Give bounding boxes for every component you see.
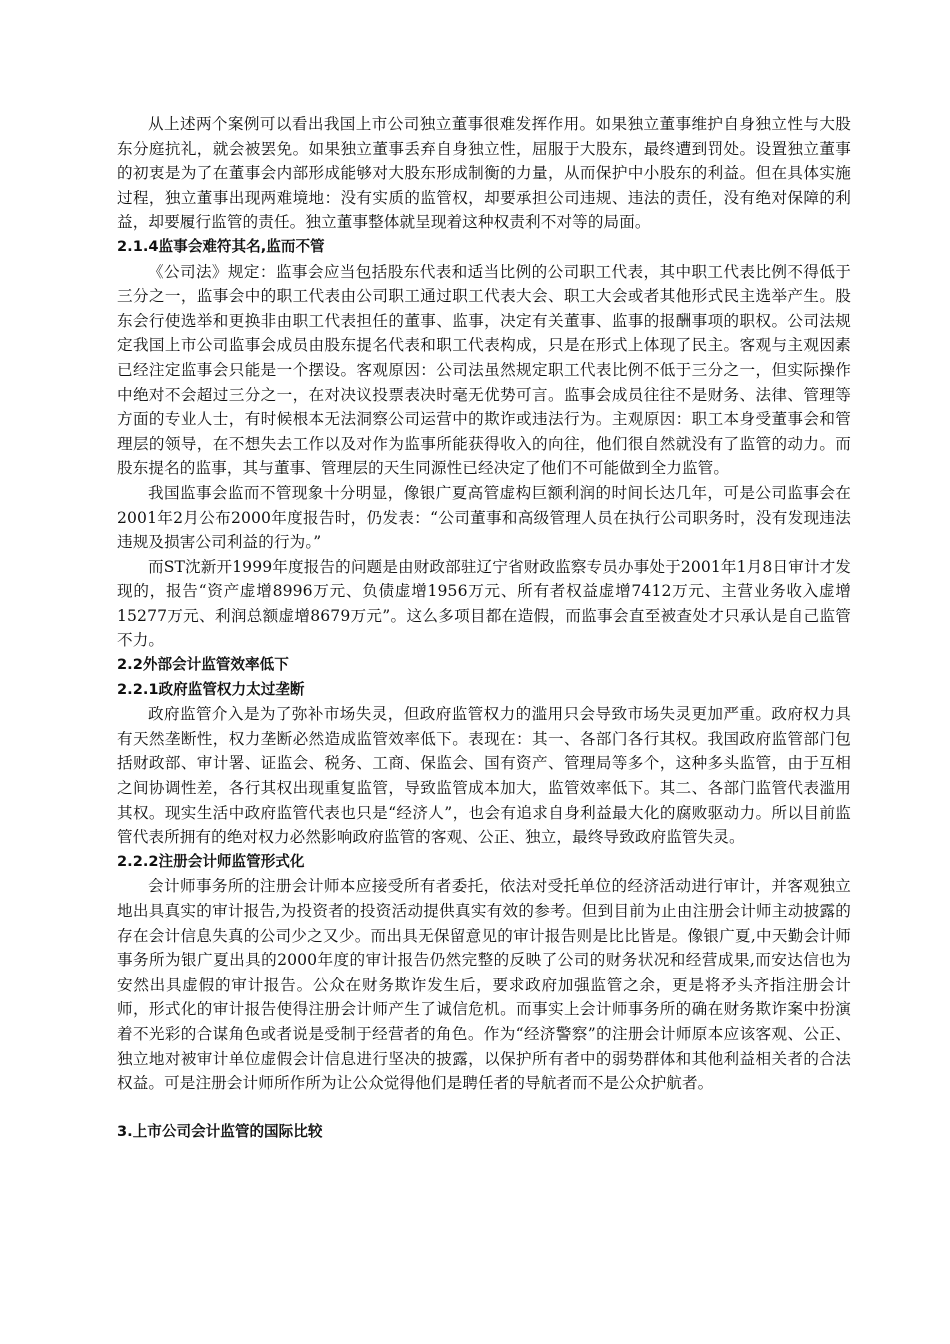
heading-2-2-2: 2.2.2注册会计师监管形式化 [117, 852, 305, 870]
heading-2-1-4: 2.1.4监事会难符其名,监而不管 [117, 237, 325, 255]
heading-2-2: 2.2外部会计监管效率低下 [117, 656, 289, 674]
paragraph-cpa-supervision: 会计师事务所的注册会计师本应接受所有者委托，依法对受托单位的经济活动进行审计，并客观独立地出具真实的审计报告,为投资者的投资活动提供真实有效的参考。但到目前为止由注册会计师主动披露的存在会计信息失真的公司少之又少。而出具无保留意见的审计报告则是比比皆是。像银广夏,中天勤会计师事务所为银广夏出具的2000年度的审计报告仍然完整的反映了公司的财务状况和经营成果,而安达信也为安然出具虚假的审计报告。公众在财务欺诈发生后，要求政府加强监管之余，更是将矛头齐指注册会计师，形式化的审计报告使得注册会计师产生了诚信危机。而事实上会计师事务所的确在财务欺诈案中扮演着不光彩的合谋角色或者说是受制于经营者的角色。作为“经济警察”的注册会计师原本应该客观、公正、独立地对被审计单位虚假会计信息进行坚决的披露，以保护所有者中的弱势群体和其他利益相关者的合法权益。可是注册会计师所作所为让公众觉得他们是聘任者的导航者而不是公众护航者。 [117, 877, 851, 1093]
paragraph-yinguangxia-case: 我国监事会监而不管现象十分明显，像银广夏高管虚构巨额利润的时间长达几年，可是公司监事会在2001年2月公布2000年度报告时，仍发表：“公司董事和高级管理人员在执行公司职务时，没有发现违法违规及损害公司利益的行为。” [117, 483, 851, 552]
document-body [117, 112, 851, 1144]
paragraph-st-shenxinkai-case: 而ST沈新开1999年度报告的问题是由财政部驻辽宁省财政监察专员办事处于2001年1月8日审计才发现的，报告“资产虚增8996万元、负债虚增1956万元、所有者权益虚增7412万元、主营业务收入虚增15277万元、利润总额虚增8679万元”。这么多项目都在造假，而监事会直至被查处才只承认是自己监管不力。 [117, 557, 851, 650]
paragraph-company-law-supervisory-board: 《公司法》规定：监事会应当包括股东代表和适当比例的公司职工代表，其中职工代表比例不得低于三分之一，监事会中的职工代表由公司职工通过职工代表大会、职工大会或者其他形式民主选举产生。股东会行使选举和更换非由职工代表担任的董事、监事，决定有关董事、监事的报酬事项的职权。公司法规定我国上市公司监事会成员由股东提名代表和职工代表构成，只是在形式上体现了民主。客观与主观因素已经注定监事会只能是一个摆设。客观原因：公司法虽然规定职工代表比例不低于三分之一，但实际操作中绝对不会超过三分之一，在对决议投票表决时毫无优势可言。监事会成员往往不是财务、法律、管理等方面的专业人士，有时候根本无法洞察公司运营中的欺诈或违法行为。主观原因：职工本身受董事会和管理层的领导，在不想失去工作以及对作为监事所能获得收入的向往，他们很自然就没有了监管的动力。而股东提名的监事，其与董事、管理层的天生同源性已经决定了他们不可能做到全力监管。 [117, 262, 851, 478]
paragraph-independent-directors: 从上述两个案例可以看出我国上市公司独立董事很难发挥作用。如果独立董事维护自身独立性与大股东分庭抗礼，就会被罢免。如果独立董事丢弃自身独立性，屈服于大股东，最终遭到罚处。设置独立董事的初衷是为了在董事会内部形成能够对大股东形成制衡的力量，从而保护中小股东的利益。但在具体实施过程，独立董事出现两难境地：没有实质的监管权，却要承担公司违规、违法的责任，没有绝对保障的利益，却要履行监管的责任。独立董事整体就呈现着这种权责利不对等的局面。 [117, 115, 851, 232]
paragraph-government-supervision: 政府监管介入是为了弥补市场失灵，但政府监管权力的滥用只会导致市场失灵更加严重。政府权力具有天然垄断性，权力垄断必然造成监管效率低下。表现在：其一、各部门各行其权。我国政府监管部门包括财政部、审计署、证监会、税务、工商、保监会、国有资产、管理局等多个，这种多头监管，由于互相之间协调性差，各行其权出现重复监管，导致监管成本加大，监管效率低下。其二、各部门监管代表滥用其权。现实生活中政府监管代表也只是“经济人”，也会有追求自身利益最大化的腐败驱动力。所以目前监管代表所拥有的绝对权力必然影响政府监管的客观、公正、独立，最终导致政府监管失灵。 [117, 705, 851, 847]
heading-3: 3.上市公司会计监管的国际比较 [117, 1122, 323, 1140]
heading-2-2-1: 2.2.1政府监管权力太过垄断 [117, 680, 305, 698]
section-spacer [117, 1096, 851, 1120]
